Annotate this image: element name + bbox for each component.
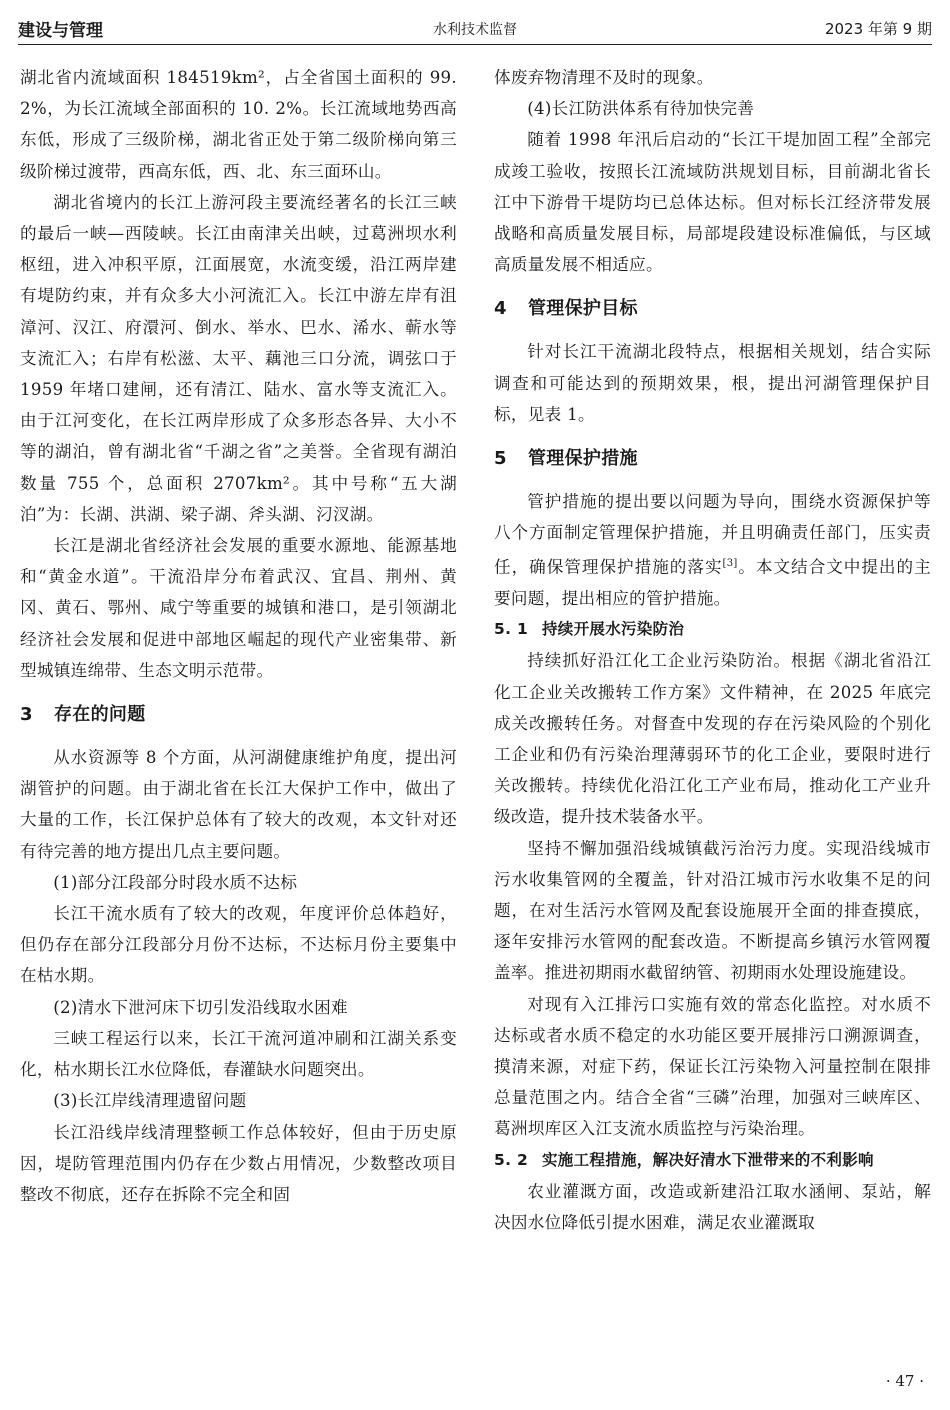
right-column xyxy=(494,62,931,1238)
paragraph: 坚持不懈加强沿线城镇截污治污力度。实现沿线城市污水收集管网的全覆盖，针对沿江城市污水收集不足的问题，在对生活污水管网及配套设施展开全面的排查摸底，逐年安排污水管网的配套改造。不断提高乡镇污水管网覆盖率。推进初期雨水截留纳管、初期雨水处理设施建设。 xyxy=(494,838,931,983)
subsection-heading-5-1 xyxy=(494,614,931,645)
page-number: · 47 · xyxy=(885,1372,924,1390)
paragraph: 从水资源等 8 个方面，从河湖健康维护角度，提出河湖管护的问题。由于湖北省在长江大保护工作中，做出了大量的工作，长江保护总体有了较大的改观，本文针对还有待完善的地方提出几点主要问题。 xyxy=(20,748,457,861)
paragraph: 随着 1998 年汛后启动的“长江干堤加固工程”全部完成竣工验收，按照长江流域防洪规划目标，目前湖北省长江中下游骨干堤防均已总体达标。但对标长江经济带发展战略和高质量发展目标，局部堤段建设标准偏低，与区域高质量发展不相适应。 xyxy=(494,130,931,275)
list-item-heading: (2)清水下泄河床下切引发沿线取水困难 xyxy=(53,997,348,1017)
paragraph-text: 管护措施的提出要以问题为导向，围绕水资源保护等八个方面制定管理保护措施，并且明确责任部门，压实责任，确保管理保护措施的落实 xyxy=(494,492,931,577)
section-heading-4 xyxy=(494,294,931,324)
section-title: 管理保护目标 xyxy=(528,298,638,320)
section-heading-5 xyxy=(494,444,931,474)
journal-name: 水利技术监督 xyxy=(433,22,517,38)
paragraph: 长江沿线岸线清理整顿工作总体较好，但由于历史原因，堤防管理范围内仍存在少数占用情况，少数整改项目整改不彻底，还存在拆除不完全和固 xyxy=(20,1122,457,1204)
citation-reference[interactable]: [3] xyxy=(722,558,738,570)
subsection-number: 5. 2 xyxy=(494,1150,529,1169)
section-number: 5 xyxy=(494,448,507,470)
subsection-title: 实施工程措施，解决好清水下泄带来的不利影响 xyxy=(542,1150,874,1169)
section-title: 存在的问题 xyxy=(54,704,146,726)
paragraph: 对现有入江排污口实施有效的常态化监控。对水质不达标或者水质不稳定的水功能区要开展排污口溯源调查，摸清来源，对症下药，保证长江污染物入河量控制在限排总量范围之内。结合全省“三磷”治理，加强对三峡库区、葛洲坝库区入江支流水质监控与污染治理。 xyxy=(494,994,931,1139)
paragraph: 三峡工程运行以来，长江干流河道冲刷和江湖关系变化，枯水期长江水位降低，春灌缺水问题突出。 xyxy=(20,1028,457,1080)
paragraph xyxy=(494,486,931,614)
list-item-heading: (3)长江岸线清理遗留问题 xyxy=(53,1091,247,1111)
section-number: 4 xyxy=(494,298,507,320)
subsection-number: 5. 1 xyxy=(494,620,529,639)
paragraph: 体废弃物清理不及时的现象。 xyxy=(494,68,714,87)
left-column xyxy=(20,62,457,1210)
paragraph-text: 。本文结合文中提出的主要问题，提出相应的管护措施。 xyxy=(494,557,931,609)
paragraph: 长江是湖北省经济社会发展的重要水源地、能源基地和“黄金水道”。干流沿岸分布着武汉、宜昌、荆州、黄冈、黄石、鄂州、咸宁等重要的城镇和港口，是引领湖北经济社会发展和促进中部地区崛起的现代产业密集带、新型城镇连绵带、生态文明示范带。 xyxy=(20,536,457,680)
paragraph: 针对长江干流湖北段特点，根据相关规划，结合实际调查和可能达到的预期效果，根，提出河湖管理保护目标，见表 1。 xyxy=(494,342,931,424)
list-item-heading: (1)部分江段部分时段水质不达标 xyxy=(53,872,298,892)
section-label: 建设与管理 xyxy=(18,21,103,41)
paragraph: 农业灌溉方面，改造或新建沿江取水涵闸、泵站，解决因水位降低引提水困难，满足农业灌溉取 xyxy=(494,1181,931,1232)
subsection-heading-5-2 xyxy=(494,1145,931,1176)
section-heading-3 xyxy=(20,700,457,730)
paragraph: 持续抓好沿江化工企业污染防治。根据《湖北省沿江化工企业关改搬转工作方案》文件精神，在 2025 年底完成关改搬转任务。对督查中发现的存在污染风险的个别化工企业和仍有污染治理薄弱环节的化工企业，要限时进行关改搬转。持续优化沿江化工产业布局，推动化工产业升级改造，提升技术装备水平。 xyxy=(494,651,931,827)
paragraph: 湖北省内流域面积 184519km²，占全省国土面积的 99. 2%，为长江流域全部面积的 10. 2%。长江流域地势西高东低，形成了三级阶梯，湖北省正处于第二级阶梯向第三级阶梯过渡带，西高东低，西、北、东三面环山。 xyxy=(20,68,457,181)
paragraph: 湖北省境内的长江上游河段主要流经著名的长江三峡的最后一峡—西陵峡。长江由南津关出峡，过葛洲坝水利枢纽，进入冲积平原，江面展宽，水流变缓，沿江两岸建有堤防约束，并有众多大小河流汇入。长江中游左岸有沮漳河、汉江、府澴河、倒水、举水、巴水、浠水、蕲水等支流汇入；右岸有松滋、太平、藕池三口分流，调弦口于 1959 年堵口建闸，还有清江、陆水、富水等支流汇入。由于江河变化，在长江两岸形成了众多形态各异、大小不等的湖泊，曾有湖北省“千湖之省”之美誉。全省现有湖泊数量 755 个，总面积 2707km²。其中号称“五大湖泊”为：长湖、洪湖、梁子湖、斧头湖、汈汊湖。 xyxy=(20,192,457,524)
paragraph: 长江干流水质有了较大的改观，年度评价总体趋好，但仍存在部分江段部分月份不达标，不达标月份主要集中在枯水期。 xyxy=(20,904,457,986)
section-title: 管理保护措施 xyxy=(528,448,638,470)
list-item-heading: (4)长江防洪体系有待加快完善 xyxy=(527,99,755,119)
section-number: 3 xyxy=(20,704,33,726)
page-header xyxy=(18,10,932,45)
subsection-title: 持续开展水污染防治 xyxy=(542,620,685,639)
issue-label: 2023 年第 9 期 xyxy=(824,20,932,38)
